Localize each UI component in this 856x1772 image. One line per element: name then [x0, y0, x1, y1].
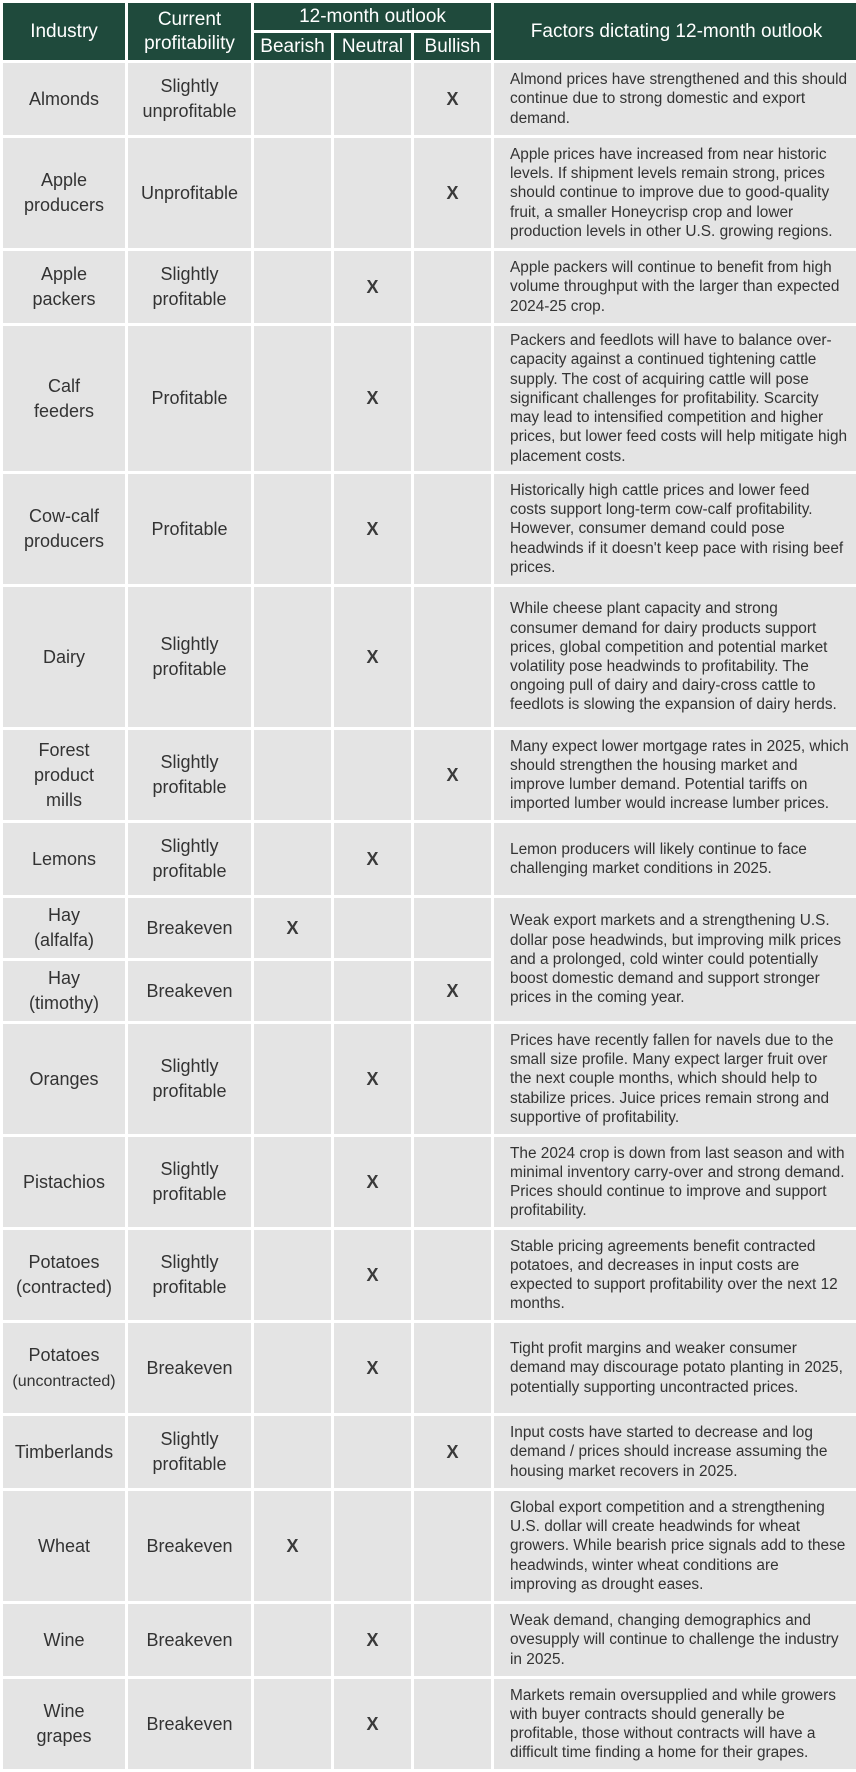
- industry-line: grapes: [36, 1726, 92, 1746]
- industry-line: Timberlands: [14, 1441, 114, 1462]
- industry-cell: [3, 1230, 125, 1320]
- outlook-neutral-cell: [334, 1024, 411, 1134]
- table-body: [3, 63, 856, 1769]
- industry-line: producers: [23, 195, 105, 215]
- outlook-bullish-cell: [414, 730, 491, 820]
- outlook-neutral-cell: [334, 587, 411, 727]
- industry-line: Wine: [43, 1701, 85, 1721]
- industry-line: (timothy): [28, 993, 99, 1013]
- industry-cell: [3, 1137, 125, 1227]
- outlook-neutral-cell: [334, 1604, 411, 1676]
- industry-line: (contracted): [15, 1277, 113, 1297]
- profitability-cell: [128, 474, 251, 584]
- table-row: [3, 1604, 856, 1676]
- outlook-bearish-cell: [254, 474, 331, 584]
- industry-cell: [3, 730, 125, 820]
- outlook-bullish-cell: [414, 1604, 491, 1676]
- profitability-line: profitable: [152, 659, 227, 679]
- industry-cell: [3, 1024, 125, 1134]
- outlook-neutral-cell: [334, 730, 411, 820]
- table-row: [3, 474, 856, 584]
- industry-cell: [3, 1679, 125, 1769]
- factors-cell: Many expect lower mortgage rates in 2025, which should strengthen the housing market and improve lumber demand. Potential tariffs on imported lumber would increase lumber prices.: [494, 730, 856, 820]
- outlook-neutral-cell: [334, 326, 411, 471]
- header-factors: Factors dictating 12-month outlook: [494, 3, 856, 60]
- table-row: [3, 1230, 856, 1320]
- industry-cell: [3, 1323, 125, 1413]
- industry-line: Wine: [43, 1629, 85, 1650]
- outlook-bullish-cell: [414, 474, 491, 584]
- profitability-line: Breakeven: [146, 980, 233, 1001]
- outlook-bearish-cell: [254, 1137, 331, 1227]
- factors-cell: Apple prices have increased from near historic levels. If shipment levels remain strong, prices should continue to improve due to good-quality fruit, a smaller Honeycrisp crop and lower production levels in other U.S. growing regions.: [494, 138, 856, 248]
- factors-cell: Stable pricing agreements benefit contracted potatoes, and decreases in input costs are expected to support profitability over the next 12 months.: [494, 1230, 856, 1320]
- industry-line: Oranges: [29, 1068, 99, 1089]
- factors-cell: Markets remain oversupplied and while growers with buyer contracts should generally be profitable, those without contracts will have a difficult time finding a home for their grapes.: [494, 1679, 856, 1769]
- profitability-line: profitable: [152, 289, 227, 309]
- factors-cell: The 2024 crop is down from last season and with minimal inventory carry-over and strong demand. Prices should continue to improve and support profitability.: [494, 1137, 856, 1227]
- industry-line: mills: [46, 789, 82, 810]
- industry-cell: [3, 961, 125, 1021]
- outlook-mark: X: [366, 1068, 379, 1089]
- profitability-line: profitable: [152, 1277, 227, 1297]
- industry-cell: [3, 587, 125, 727]
- outlook-mark: X: [366, 1713, 379, 1734]
- profitability-line: Profitable: [151, 388, 228, 408]
- outlook-bearish-cell: [254, 251, 331, 323]
- header-neutral: Neutral: [334, 33, 411, 60]
- outlook-bearish-cell: [254, 961, 331, 1021]
- outlook-neutral-cell: [334, 474, 411, 584]
- outlook-mark: X: [446, 764, 459, 785]
- profitability-line: Breakeven: [146, 1357, 233, 1378]
- header-profitability-line2: profitability: [144, 32, 235, 54]
- outlook-neutral-cell: [334, 1679, 411, 1769]
- outlook-bullish-cell: [414, 1024, 491, 1134]
- outlook-bullish-cell: [414, 63, 491, 135]
- industry-line: producers: [23, 531, 105, 551]
- outlook-neutral-cell: [334, 138, 411, 248]
- profitability-cell: [128, 587, 251, 727]
- table-row: [3, 730, 856, 820]
- outlook-bullish-cell: [414, 1416, 491, 1488]
- profitability-line: Profitable: [151, 518, 228, 539]
- profitability-line: Slightly: [160, 1252, 219, 1272]
- profitability-cell: [128, 251, 251, 323]
- industry-line: Lemons: [31, 848, 97, 869]
- outlook-bullish-cell: [414, 961, 491, 1021]
- header-bearish: Bearish: [254, 33, 331, 60]
- outlook-bearish-cell: [254, 326, 331, 471]
- industry-line: product: [33, 764, 95, 785]
- outlook-bullish-cell: [414, 1491, 491, 1601]
- profitability-cell: [128, 1491, 251, 1601]
- table-row: [3, 823, 856, 895]
- factors-cell: Input costs have started to decrease and log demand / prices should increase assuming the housing market recovers in 2025.: [494, 1416, 856, 1488]
- industry-line: Dairy: [42, 646, 85, 667]
- profitability-cell: [128, 1024, 251, 1134]
- outlook-mark: X: [366, 1629, 379, 1650]
- profitability-line: Slightly: [160, 264, 219, 284]
- industry-line: Hay: [47, 905, 80, 925]
- profitability-cell: [128, 730, 251, 820]
- table-row: [3, 138, 856, 248]
- profitability-cell: [128, 1137, 251, 1227]
- outlook-bearish-cell: [254, 1323, 331, 1413]
- outlook-bearish-cell: [254, 63, 331, 135]
- outlook-mark: X: [366, 1264, 379, 1285]
- profitability-line: profitable: [152, 1454, 227, 1474]
- profitability-cell: [128, 961, 251, 1021]
- outlook-bullish-cell: [414, 587, 491, 727]
- outlook-neutral-cell: [334, 823, 411, 895]
- outlook-bullish-cell: [414, 1323, 491, 1413]
- outlook-mark: X: [366, 518, 379, 539]
- table-row: [3, 1323, 856, 1413]
- outlook-bearish-cell: [254, 1604, 331, 1676]
- profitability-line: profitable: [152, 777, 227, 797]
- industry-line: (uncontracted): [12, 1372, 116, 1390]
- outlook-mark: X: [286, 1535, 299, 1556]
- outlook-bullish-cell: [414, 898, 491, 958]
- table-row: [3, 63, 856, 135]
- outlook-neutral-cell: [334, 898, 411, 958]
- profitability-line: Slightly: [160, 634, 219, 654]
- profitability-line: Breakeven: [146, 917, 233, 938]
- table-row: [3, 1137, 856, 1227]
- outlook-mark: X: [286, 917, 299, 938]
- outlook-bullish-cell: [414, 251, 491, 323]
- profitability-line: profitable: [152, 1081, 227, 1101]
- outlook-mark: X: [366, 388, 379, 408]
- industry-cell: [3, 1491, 125, 1601]
- outlook-mark: X: [366, 646, 379, 667]
- industry-cell: [3, 1416, 125, 1488]
- profitability-line: Slightly: [160, 76, 219, 96]
- outlook-bullish-cell: [414, 1679, 491, 1769]
- industry-cell: [3, 823, 125, 895]
- profitability-line: unprofitable: [142, 101, 237, 121]
- factors-cell: Prices have recently fallen for navels due to the small size profile. Many expect larger fruit over the next couple months, which should help to stabilize prices. Juice prices remain strong and supportive of profitability.: [494, 1024, 856, 1134]
- profitability-line: profitable: [152, 1184, 227, 1204]
- industry-line: Pistachios: [22, 1171, 106, 1192]
- profitability-line: Slightly: [160, 1056, 219, 1076]
- industry-line: Cow-calf: [28, 506, 99, 526]
- outlook-bearish-cell: [254, 587, 331, 727]
- outlook-neutral-cell: [334, 1416, 411, 1488]
- profitability-line: Breakeven: [146, 1629, 233, 1650]
- outlook-bullish-cell: [414, 1230, 491, 1320]
- outlook-mark: X: [446, 182, 459, 203]
- header-bullish: Bullish: [414, 33, 491, 60]
- industry-line: Apple: [40, 264, 88, 284]
- profitability-cell: [128, 1230, 251, 1320]
- outlook-neutral-cell: [334, 63, 411, 135]
- outlook-bullish-cell: [414, 823, 491, 895]
- outlook-bearish-cell: [254, 1679, 331, 1769]
- table-row: [3, 898, 856, 958]
- outlook-neutral-cell: [334, 1323, 411, 1413]
- factors-cell: While cheese plant capacity and strong consumer demand for dairy products support prices, global competition and potential market volatility pose headwinds to profitability. The ongoing pull of dairy and dairy-cross cattle to feedlots is slowing the expansion of dairy herds.: [494, 587, 856, 727]
- header-outlook: 12-month outlook: [254, 3, 491, 30]
- industry-cell: [3, 138, 125, 248]
- profitability-cell: [128, 326, 251, 471]
- outlook-bearish-cell: [254, 823, 331, 895]
- table-row: [3, 1491, 856, 1601]
- profitability-line: Breakeven: [146, 1713, 233, 1734]
- outlook-bearish-cell: [254, 1491, 331, 1601]
- industry-line: Potatoes: [28, 1344, 100, 1365]
- factors-cell: Almond prices have strengthened and this should continue due to strong domestic and export demand.: [494, 63, 856, 135]
- table-row: [3, 1024, 856, 1134]
- profitability-line: Slightly: [160, 836, 219, 856]
- factors-cell: Apple packers will continue to benefit from high volume throughput with the larger than expected 2024-25 crop.: [494, 251, 856, 323]
- header-industry: Industry: [3, 3, 125, 60]
- industry-cell: [3, 1604, 125, 1676]
- outlook-bullish-cell: [414, 326, 491, 471]
- factors-cell: Weak demand, changing demographics and ovesupply will continue to challenge the industry in 2025.: [494, 1604, 856, 1676]
- factors-cell: Tight profit margins and weaker consumer demand may discourage potato planting in 2025, potentially supporting uncontracted prices.: [494, 1323, 856, 1413]
- profitability-line: Unprofitable: [140, 182, 239, 203]
- factors-cell: Packers and feedlots will have to balance over-capacity against a continued tightening cattle supply. The cost of acquiring cattle will pose significant challenges for profitability. Scarcity may lead to intensified competition and higher prices, but lower feed costs will help mitigate high placement costs.: [494, 326, 856, 471]
- industry-line: packers: [32, 289, 96, 309]
- industry-line: Almonds: [28, 88, 100, 109]
- outlook-bearish-cell: [254, 1416, 331, 1488]
- header-profitability-line1: Current: [157, 8, 222, 30]
- profitability-cell: [128, 898, 251, 958]
- profitability-cell: [128, 1604, 251, 1676]
- profitability-line: profitable: [152, 861, 227, 881]
- table-row: [3, 1679, 856, 1769]
- outlook-mark: X: [366, 1357, 379, 1378]
- industry-line: Calf: [47, 375, 80, 396]
- profitability-line: Slightly: [160, 1429, 219, 1449]
- industry-line: (alfalfa): [33, 930, 95, 950]
- table-row: [3, 326, 856, 471]
- table-row: [3, 251, 856, 323]
- industry-cell: [3, 326, 125, 471]
- outlook-bearish-cell: [254, 138, 331, 248]
- outlook-mark: X: [446, 980, 459, 1001]
- outlook-neutral-cell: [334, 1137, 411, 1227]
- factors-cell: Weak export markets and a strengthening U.S. dollar pose headwinds, but improving milk prices and a prolonged, cold winter could potentially boost domestic demand and support stronger prices in the coming year.: [494, 898, 856, 1021]
- factors-cell: Lemon producers will likely continue to face challenging market conditions in 2025.: [494, 823, 856, 895]
- factors-cell: Global export competition and a strengthening U.S. dollar will create headwinds for wheat growers. While bearish price signals add to these headwinds, winter wheat conditions are improving as drought eases.: [494, 1491, 856, 1601]
- outlook-mark: X: [366, 1171, 379, 1192]
- profitability-cell: [128, 1679, 251, 1769]
- header-profitability: [128, 3, 251, 60]
- profitability-line: Slightly: [160, 752, 219, 772]
- industry-line: Wheat: [37, 1535, 91, 1556]
- industry-line: Potatoes: [28, 1252, 100, 1272]
- outlook-bearish-cell: [254, 898, 331, 958]
- profitability-cell: [128, 138, 251, 248]
- outlook-neutral-cell: [334, 961, 411, 1021]
- industry-cell: [3, 251, 125, 323]
- profitability-cell: [128, 63, 251, 135]
- industry-line: feeders: [33, 400, 95, 421]
- outlook-mark: X: [366, 848, 379, 869]
- outlook-neutral-cell: [334, 1230, 411, 1320]
- industry-cell: [3, 474, 125, 584]
- profitability-cell: [128, 1323, 251, 1413]
- industry-cell: [3, 63, 125, 135]
- industry-line: Hay: [47, 968, 80, 988]
- outlook-bearish-cell: [254, 1230, 331, 1320]
- outlook-mark: X: [366, 276, 379, 297]
- profitability-line: Breakeven: [146, 1535, 233, 1556]
- outlook-neutral-cell: [334, 1491, 411, 1601]
- outlook-neutral-cell: [334, 251, 411, 323]
- profitability-line: Slightly: [160, 1159, 219, 1179]
- outlook-mark: X: [446, 88, 459, 109]
- industry-line: Apple: [40, 170, 88, 190]
- outlook-bullish-cell: [414, 138, 491, 248]
- profitability-cell: [128, 823, 251, 895]
- outlook-bearish-cell: [254, 1024, 331, 1134]
- industry-line: Forest: [38, 739, 90, 760]
- profitability-cell: [128, 1416, 251, 1488]
- outlook-bullish-cell: [414, 1137, 491, 1227]
- outlook-mark: X: [446, 1441, 459, 1462]
- factors-cell: Historically high cattle prices and lower feed costs support long-term cow-calf profitability. However, consumer demand could pose headwinds if it doesn't keep pace with rising beef prices.: [494, 474, 856, 584]
- table-row: [3, 1416, 856, 1488]
- table-row: [3, 587, 856, 727]
- outlook-bearish-cell: [254, 730, 331, 820]
- industry-cell: [3, 898, 125, 958]
